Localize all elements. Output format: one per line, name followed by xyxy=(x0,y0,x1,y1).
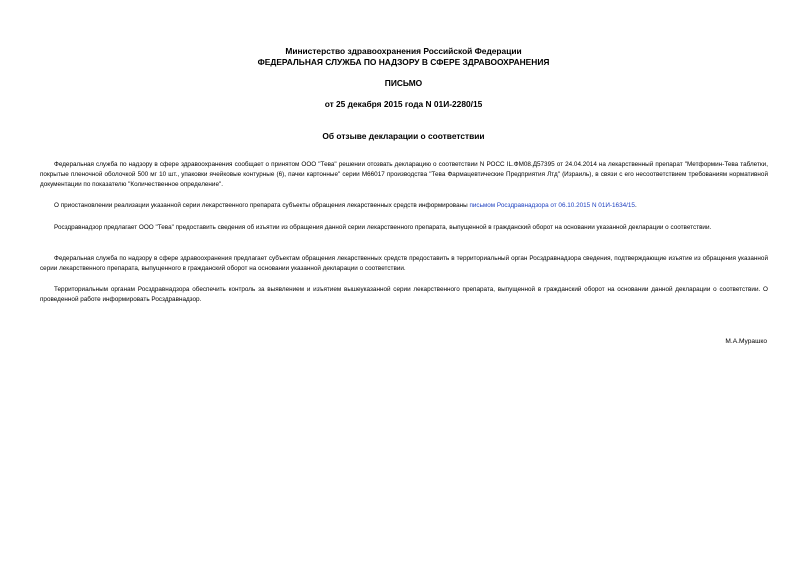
paragraph-2 xyxy=(40,201,768,211)
paragraph-5: Территориальным органам Росздравнадзора обеспечить контроль за выявлением и изъятием вышеуказанной серии лекарственного препарата, выпущенной в гражданский оборот на основании данной декларации о соответствии. О проведенной работе информировать Росздравнадзор. xyxy=(40,286,768,303)
paragraph-1: Федеральная служба по надзору в сфере здравоохранения сообщает о принятом ООО "Тева" решении отозвать декларацию о соответствии N РОСС IL.ФМ08.Д57395 от 24.04.2014 на лекарственный препарат "Метформин-Тева таблетки, покрытые пленочной оболочкой 500 мг 10 шт., упаковки ячейковые контурные (6), пачки картонные" серии М66017 производства "Тева Фармацевтические Предприятия Лтд" (Израиль), в связи с его несоответствием требованиям нормативной документации по показателю "Количественное определение". xyxy=(40,161,768,188)
service-title: ФЕДЕРАЛЬНАЯ СЛУЖБА ПО НАДЗОРУ В СФЕРЕ ЗДРАВООХРАНЕНИЯ xyxy=(257,57,550,67)
ministry-title: Министерство здравоохранения Российской Федерации xyxy=(285,46,522,56)
paragraph-2-end: . xyxy=(634,202,637,209)
letter-reference-link[interactable]: письмом Росздравнадзора от 06.10.2015 N 01И-1634/15 xyxy=(469,202,635,209)
paragraph-2-text: О приостановлении реализации указанной серии лекарственного препарата субъекты обращения лекарственных средств информированы xyxy=(54,202,470,209)
signature: М.А.Мурашко xyxy=(725,338,767,345)
paragraph-4: Федеральная служба по надзору в сфере здравоохранения предлагает субъектам обращения лекарственных средств предоставить в территориальный орган Росздравнадзора сведения, подтверждающие изъятие из обращения указанной серии лекарственного препарата, выпущенного в гражданский оборот на основании указанной декларации о соответствии. xyxy=(40,255,768,272)
paragraph-3: Росздравнадзор предлагает ООО "Тева" предоставить сведения об изъятии из обращения данной серии лекарственного препарата, выпущенной в гражданский оборот на основании указанной декларации о соответствии. xyxy=(54,224,712,231)
document-date-number: от 25 декабря 2015 года N 01И-2280/15 xyxy=(324,99,483,109)
document-subject: Об отзыве декларации о соответствии xyxy=(322,131,485,141)
document-type: ПИСЬМО xyxy=(384,78,423,88)
